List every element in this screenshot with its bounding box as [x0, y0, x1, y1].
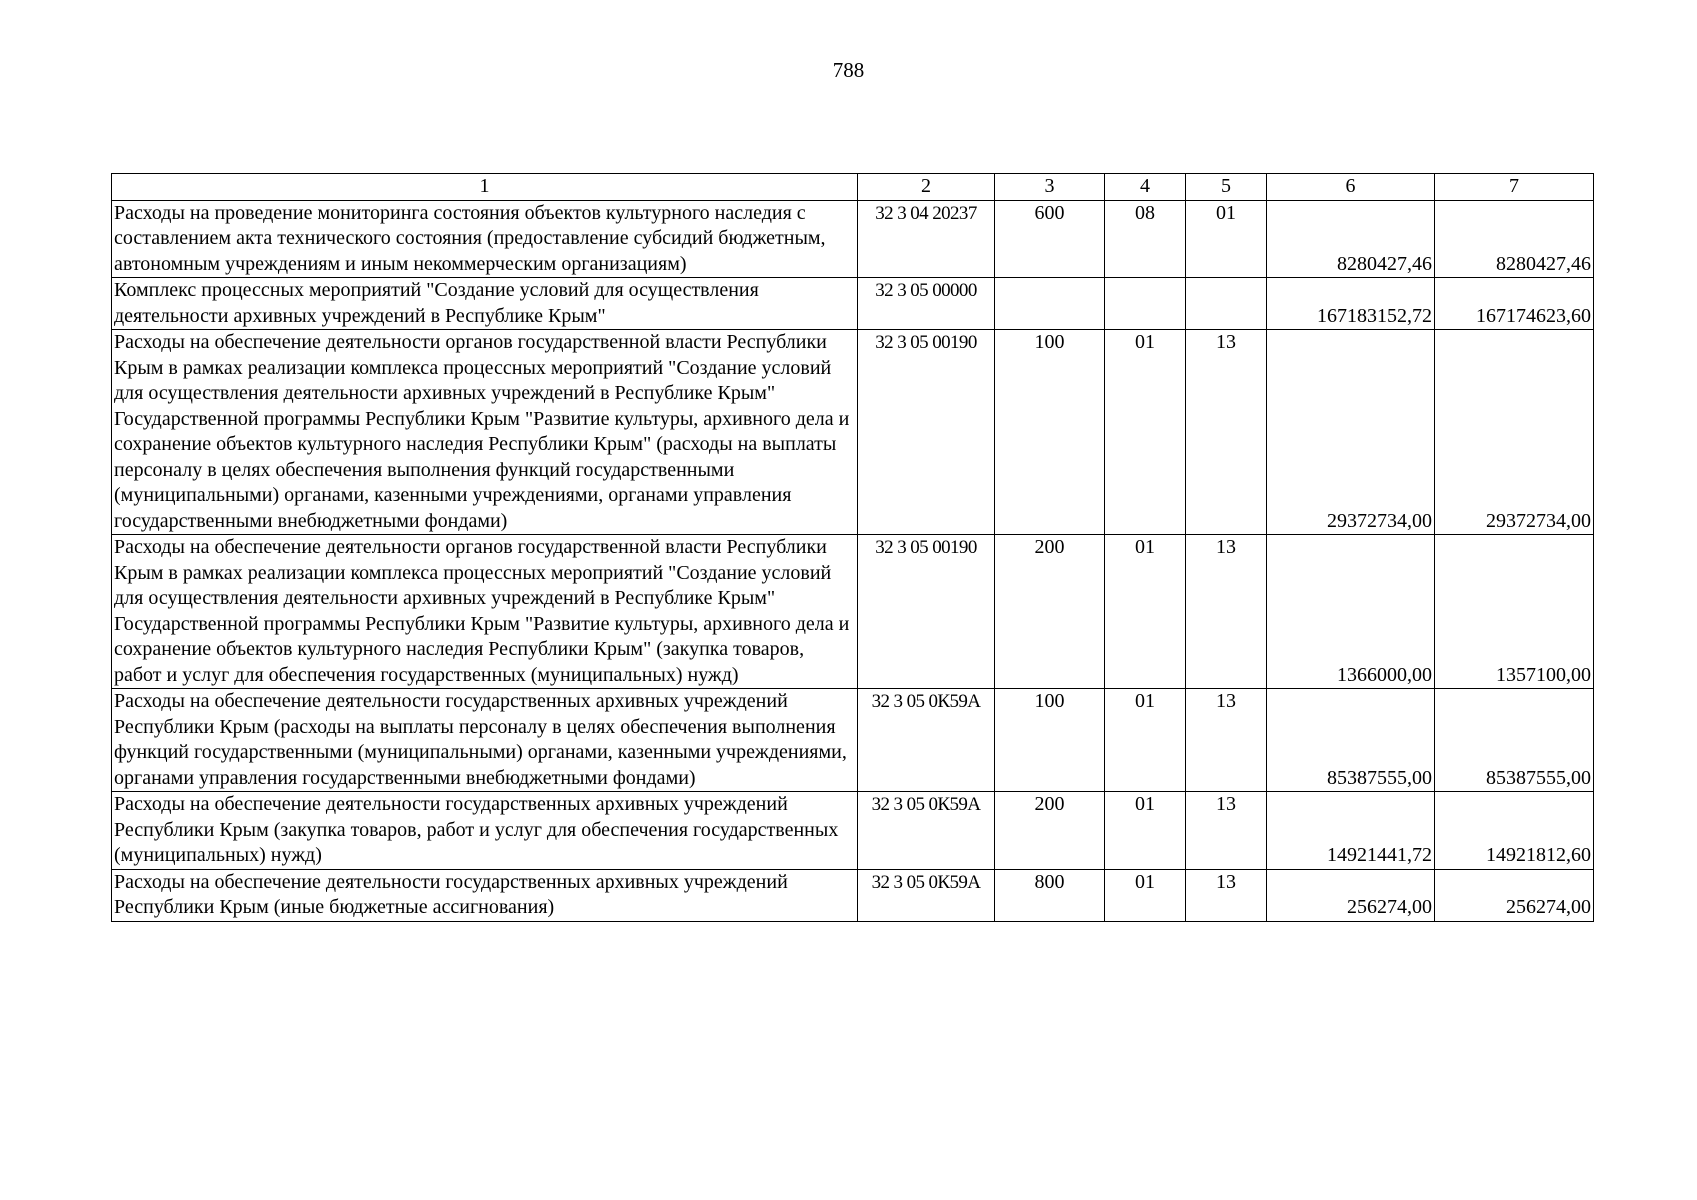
subsection: 13 [1186, 535, 1267, 689]
amount-col7: 1357100,00 [1435, 535, 1594, 689]
expense-name: Расходы на обеспечение деятельности государственных архивных учреждений Республики Крым (иные бюджетные ассигнования) [112, 869, 858, 921]
target-article-code: 32 3 05 00000 [858, 278, 995, 330]
amount-col6: 167183152,72 [1267, 278, 1435, 330]
expense-type: 100 [995, 330, 1105, 535]
amount-col7: 256274,00 [1435, 869, 1594, 921]
amount-col7: 29372734,00 [1435, 330, 1594, 535]
expense-name: Расходы на проведение мониторинга состояния объектов культурного наследия с составлением акта технического состояния (предоставление субсидий бюджетным, автономным учреждениям и иным некоммерческим организациям) [112, 200, 858, 278]
amount-col7: 14921812,60 [1435, 792, 1594, 870]
expense-name: Расходы на обеспечение деятельности государственных архивных учреждений Республики Крым (закупка товаров, работ и услуг для обеспечения государственных (муниципальных) нужд) [112, 792, 858, 870]
expense-name: Расходы на обеспечение деятельности государственных архивных учреждений Республики Крым (расходы на выплаты персоналу в целях обеспечения выполнения функций государственными (муниципальными) органами, казенными учреждениями, органами управления государственными внебюджетными фондами) [112, 689, 858, 792]
column-header: 5 [1186, 174, 1267, 201]
section: 01 [1105, 535, 1186, 689]
target-article-code: 32 3 05 0К59А [858, 869, 995, 921]
subsection: 13 [1186, 792, 1267, 870]
target-article-code: 32 3 05 0К59А [858, 689, 995, 792]
page-number: 788 [832, 58, 865, 82]
amount-col7: 85387555,00 [1435, 689, 1594, 792]
amount-col6: 29372734,00 [1267, 330, 1435, 535]
expense-type: 200 [995, 792, 1105, 870]
column-header: 6 [1267, 174, 1435, 201]
column-header: 7 [1435, 174, 1594, 201]
section: 01 [1105, 792, 1186, 870]
table-row [112, 200, 1594, 278]
amount-col6: 256274,00 [1267, 869, 1435, 921]
expense-type: 200 [995, 535, 1105, 689]
header-row [112, 174, 1594, 201]
column-header: 2 [858, 174, 995, 201]
amount-col6: 8280427,46 [1267, 200, 1435, 278]
expense-type: 800 [995, 869, 1105, 921]
subsection: 13 [1186, 330, 1267, 535]
subsection: 01 [1186, 200, 1267, 278]
target-article-code: 32 3 04 20237 [858, 200, 995, 278]
table-row [112, 689, 1594, 792]
target-article-code: 32 3 05 00190 [858, 535, 995, 689]
amount-col6: 1366000,00 [1267, 535, 1435, 689]
subsection: 13 [1186, 689, 1267, 792]
expense-name: Расходы на обеспечение деятельности органов государственной власти Республики Крым в рамках реализации комплекса процессных мероприятий "Создание условий для осуществления деятельности архивных учреждений в Республике Крым" Государственной программы Республики Крым "Развитие культуры, архивного дела и сохранение объектов культурного наследия Республики Крым" (расходы на выплаты персоналу в целях обеспечения выполнения функций государственными (муниципальными) органами, казенными учреждениями, органами управления государственными внебюджетными фондами) [112, 330, 858, 535]
subsection [1186, 278, 1267, 330]
section: 01 [1105, 869, 1186, 921]
column-header: 1 [112, 174, 858, 201]
amount-col6: 14921441,72 [1267, 792, 1435, 870]
table-row [112, 278, 1594, 330]
section: 01 [1105, 330, 1186, 535]
target-article-code: 32 3 05 0К59А [858, 792, 995, 870]
budget-table [111, 173, 1594, 922]
table-row [112, 792, 1594, 870]
section: 08 [1105, 200, 1186, 278]
table-row [112, 330, 1594, 535]
column-header: 4 [1105, 174, 1186, 201]
amount-col6: 85387555,00 [1267, 689, 1435, 792]
section: 01 [1105, 689, 1186, 792]
table-row [112, 869, 1594, 921]
expense-type [995, 278, 1105, 330]
expense-type: 100 [995, 689, 1105, 792]
table-row [112, 535, 1594, 689]
amount-col7: 167174623,60 [1435, 278, 1594, 330]
target-article-code: 32 3 05 00190 [858, 330, 995, 535]
expense-name: Комплекс процессных мероприятий "Создание условий для осуществления деятельности архивных учреждений в Республике Крым" [112, 278, 858, 330]
expense-type: 600 [995, 200, 1105, 278]
column-header: 3 [995, 174, 1105, 201]
section [1105, 278, 1186, 330]
subsection: 13 [1186, 869, 1267, 921]
expense-name: Расходы на обеспечение деятельности органов государственной власти Республики Крым в рамках реализации комплекса процессных мероприятий "Создание условий для осуществления деятельности архивных учреждений в Республике Крым" Государственной программы Республики Крым "Развитие культуры, архивного дела и сохранение объектов культурного наследия Республики Крым" (закупка товаров, работ и услуг для обеспечения государственных (муниципальных) нужд) [112, 535, 858, 689]
amount-col7: 8280427,46 [1435, 200, 1594, 278]
